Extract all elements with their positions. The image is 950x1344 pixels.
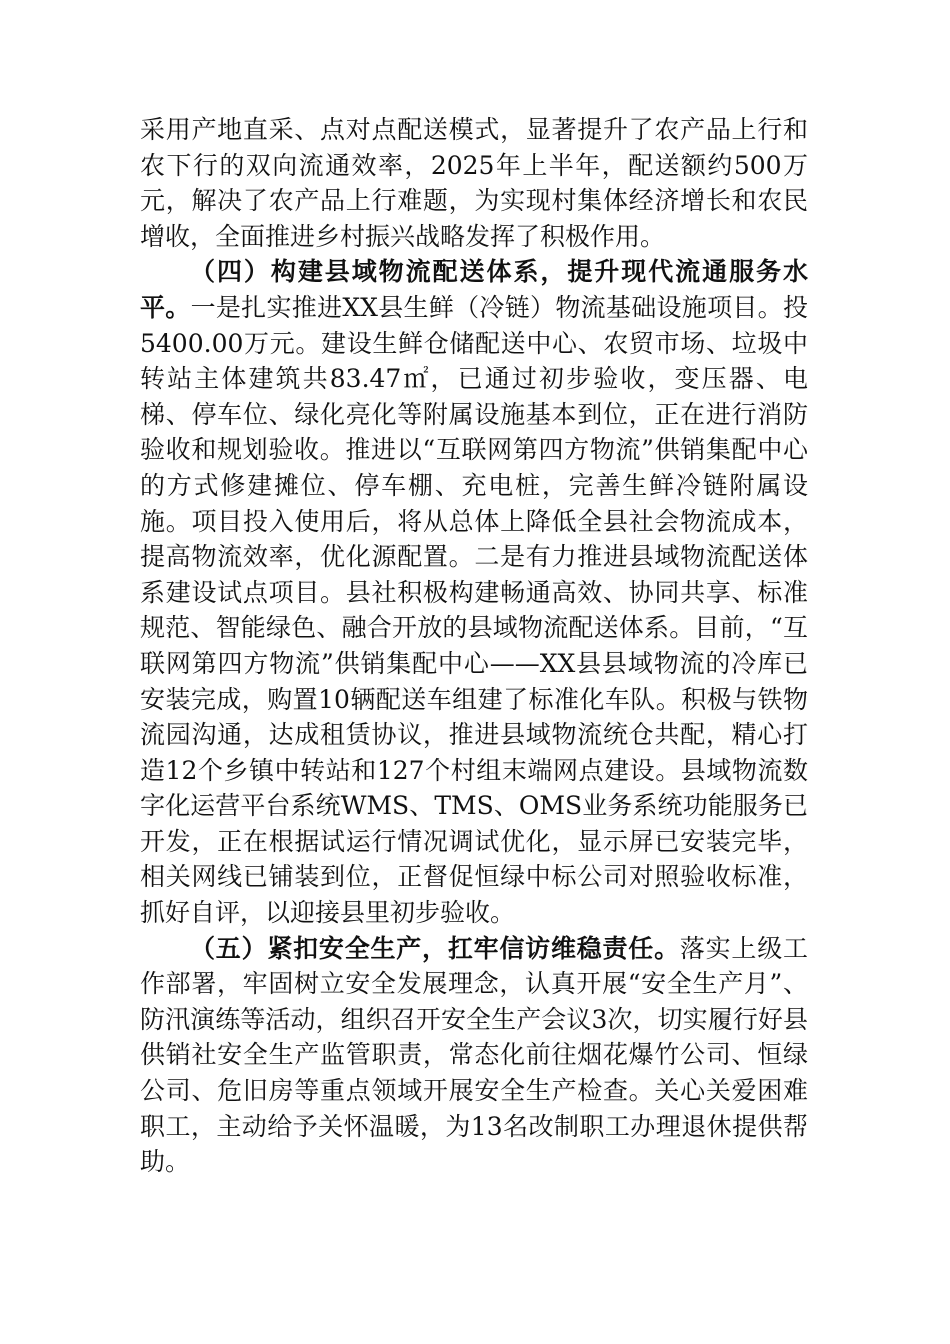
paragraph-text: 落实上级工作部署，牢固树立安全发展理念，认真开展“安全生产月”、防汛演练等活动，组织召开安全生产会议3次，切实履行好县供销社安全生产监管职责，常态化前往烟花爆竹公司、恒绿公司、危旧房等重点领域开展安全生产检查。关心关爱困难职工，主动给予关怀温暖，为13名改制职工办理退休提供帮助。 — [140, 933, 808, 1177]
document-page — [140, 112, 808, 1180]
paragraph-continuation — [140, 112, 808, 254]
section-heading-five: （五）紧扣安全生产，扛牢信访维稳责任。 — [190, 933, 680, 963]
paragraph-logistics — [140, 254, 808, 930]
paragraph-text: 一是扎实推进XX县生鲜（冷链）物流基础设施项目。投5400.00万元。建设生鲜仓储配送中心、农贸市场、垃圾中转站主体建筑共83.47㎡，已通过初步验收，变压器、电梯、停车位、绿化亮化等附属设施基本到位，正在进行消防验收和规划验收。推进以“互联网第四方物流”供销集配中心的方式修建摊位、停车棚、充电桩，完善生鲜冷链附属设施。项目投入使用后，将从总体上降低全县社会物流成本，提高物流效率，优化源配置。二是有力推进县域物流配送体系建设试点项目。县社积极构建畅通高效、协同共享、标准规范、智能绿色、融合开放的县域物流配送体系。目前，“互联网第四方物流”供销集配中心——XX县县域物流的冷库已安装完成，购置10辆配送车组建了标准化车队。积极与铁物流园沟通，达成租赁协议，推进县域物流统仓共配，精心打造12个乡镇中转站和127个村组末端网点建设。县域物流数字化运营平台系统WMS、TMS、OMS业务系统功能服务已开发，正在根据试运行情况调试优化，显示屏已安装完毕，相关网线已铺装到位，正督促恒绿中标公司对照验收标准，抓好自评，以迎接县里初步验收。 — [140, 292, 808, 928]
section-heading-four: （四）构建县域物流配送体系，提升现代流通服务水平。 — [140, 257, 808, 322]
paragraph-text: 采用产地直采、点对点配送模式，显著提升了农产品上行和农下行的双向流通效率，2025年上半年，配送额约500万元，解决了农产品上行难题，为实现村集体经济增长和农民增收，全面推进乡村振兴战略发挥了积极作用。 — [140, 115, 808, 251]
paragraph-safety — [140, 931, 808, 1180]
